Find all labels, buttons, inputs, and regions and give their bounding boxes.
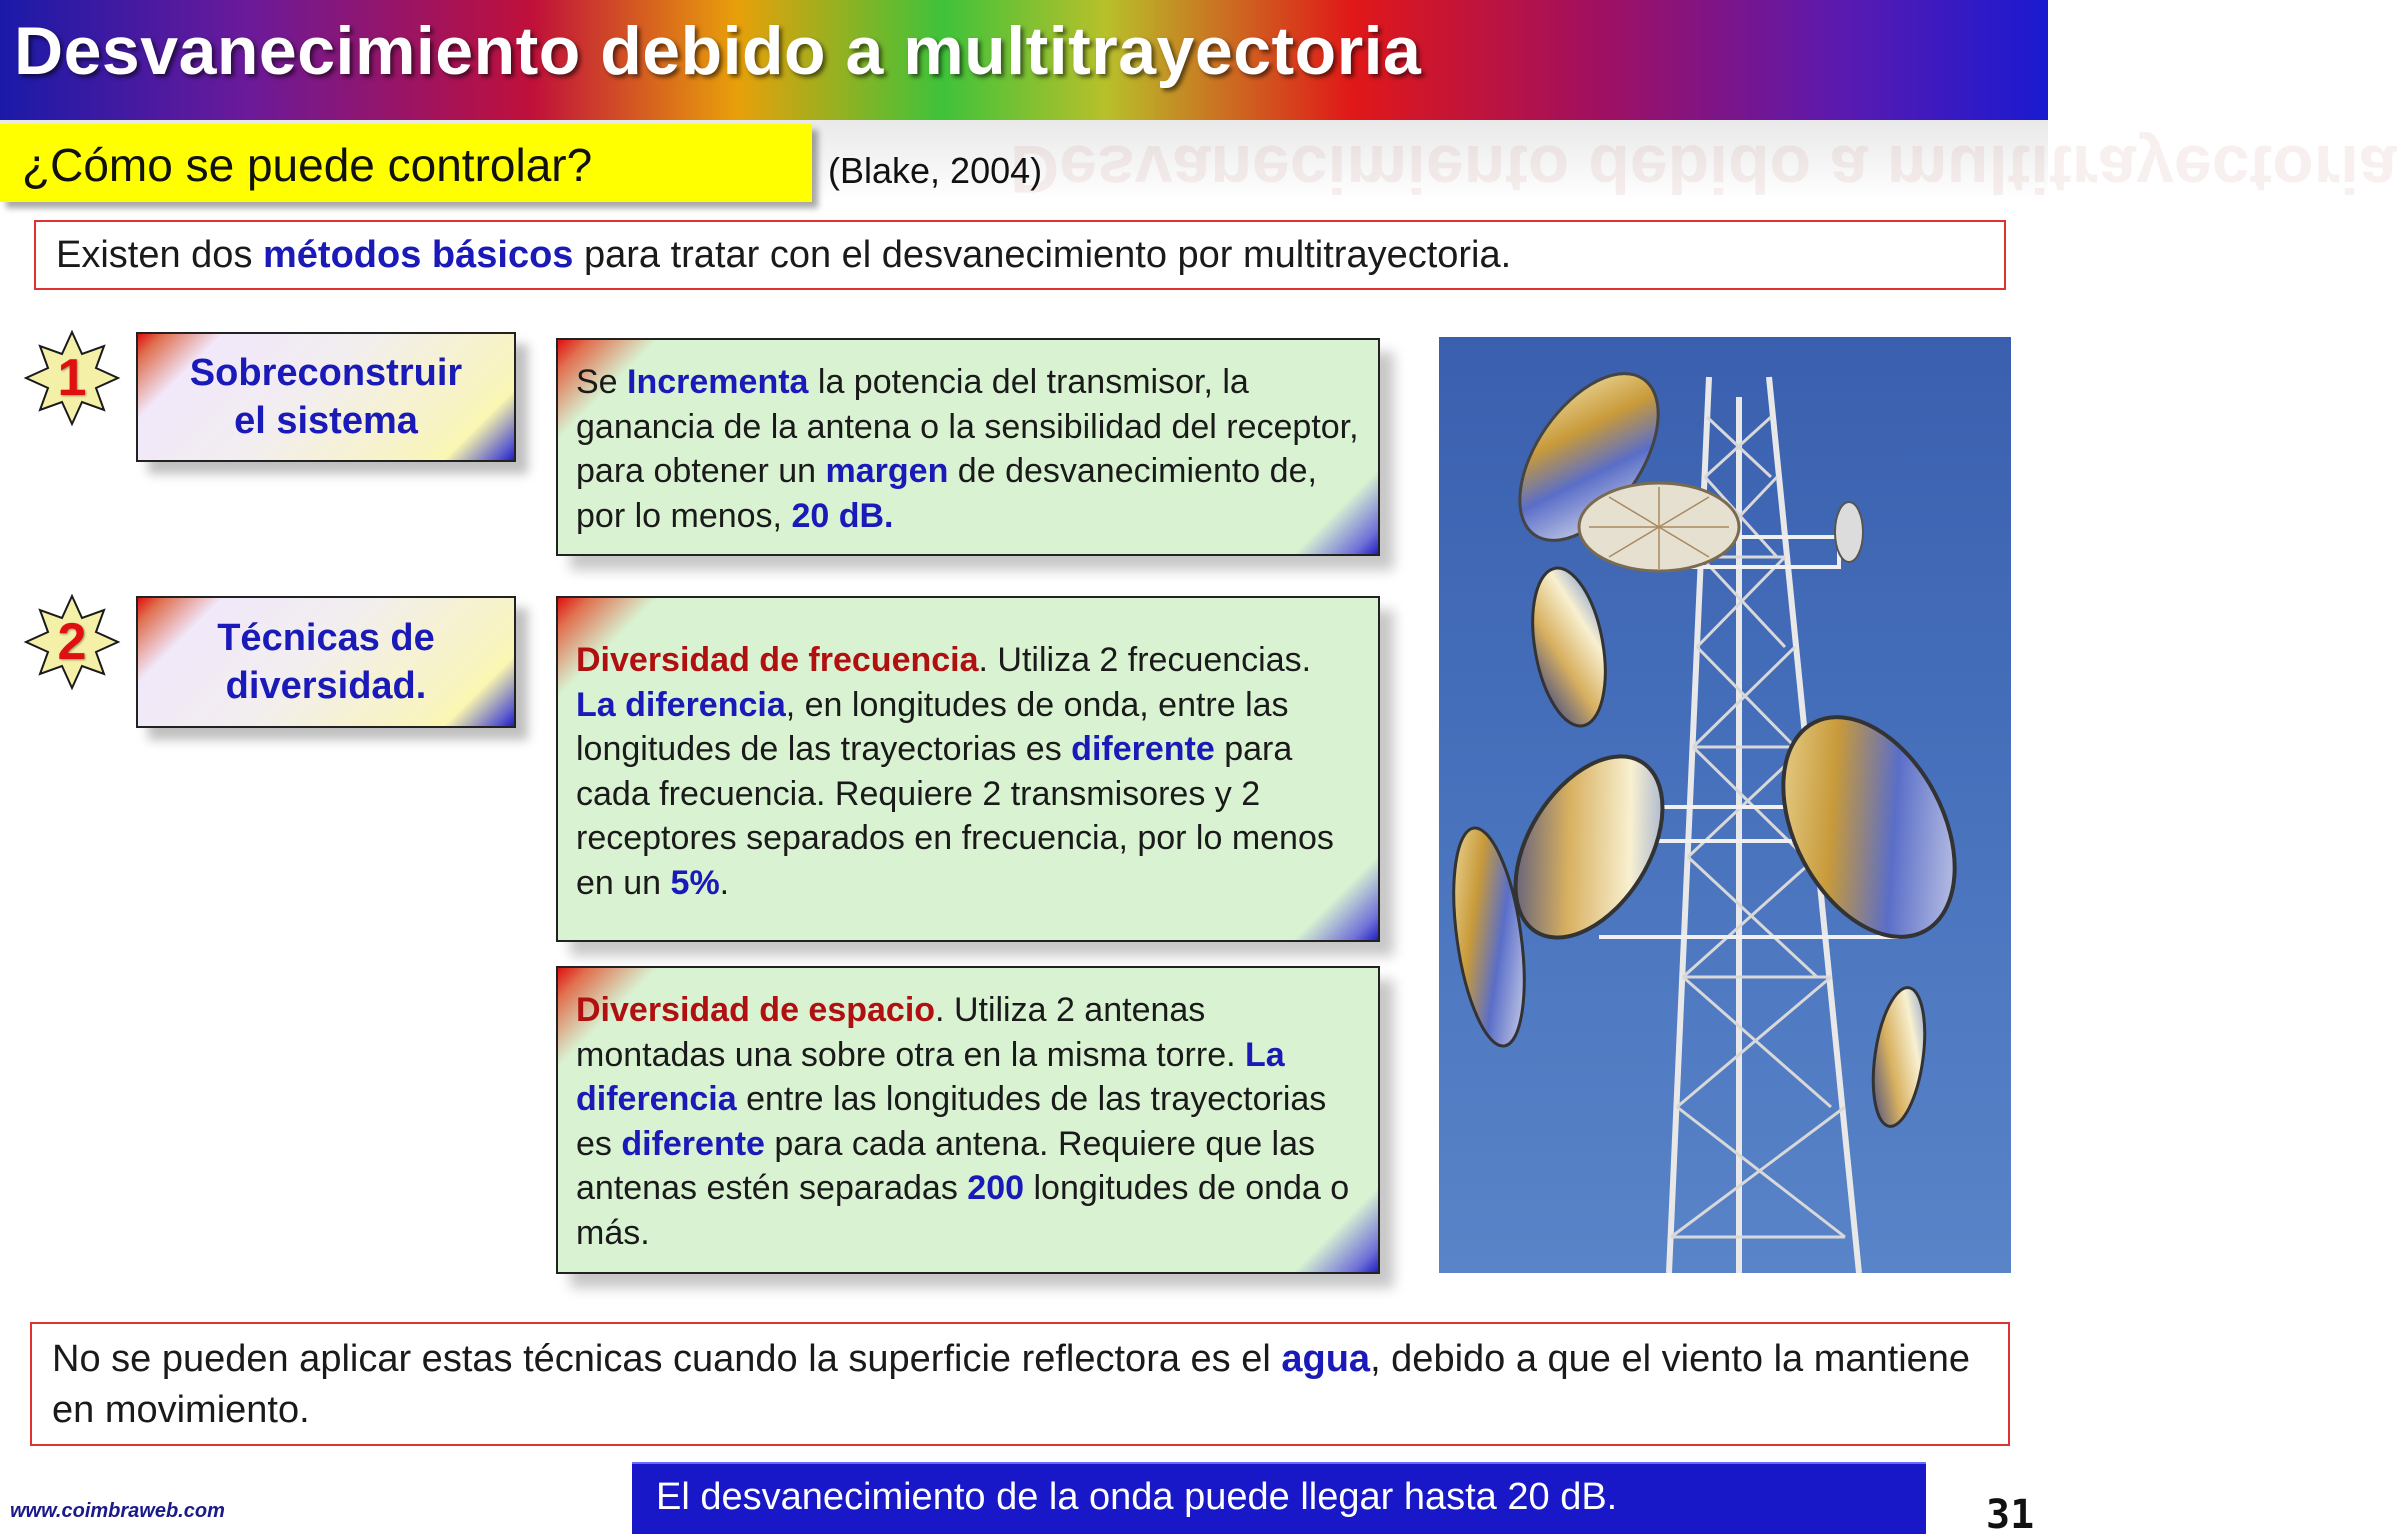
emphasis-segment: 20 dB. — [791, 496, 894, 535]
emphasis-segment: Incrementa — [627, 363, 809, 401]
text-segment: , en longitudes de onda, entre las longitudes de las trayectorias es — [576, 685, 1289, 768]
method-label-line2: el sistema — [234, 400, 418, 442]
emphasis-segment: diferente — [621, 1124, 765, 1163]
text-segment: para cada frecuencia. Requiere 2 transmisores y 2 receptores separados en frecuencia, por lo menos en un — [576, 730, 1334, 902]
method-label-2 — [207, 614, 445, 710]
desc-box-3 — [556, 966, 1380, 1274]
method-label-line1: Técnicas de — [217, 617, 435, 659]
heading-segment: Diversidad de frecuencia — [576, 641, 979, 679]
method-box-2 — [136, 596, 516, 728]
tower-illustration — [1439, 337, 2011, 1273]
page-number: 31 — [1986, 1492, 2035, 1538]
text-segment: No se pueden aplicar estas técnicas cuando la superficie reflectora es el — [52, 1338, 1282, 1380]
text-segment: . Utiliza 2 frecuencias. — [978, 641, 1312, 679]
page-title: Desvanecimiento debido a multitrayectoria — [14, 13, 1422, 89]
citation: (Blake, 2004) — [828, 150, 1043, 191]
emphasis-segment: diferente — [1071, 730, 1215, 768]
text-segment: entre las longitudes de las trayectorias es — [576, 1080, 1327, 1163]
text-segment: de desvanecimiento de, por lo menos, — [576, 452, 1317, 535]
desc-text-1 — [576, 360, 1360, 538]
antenna-tower-photo — [1439, 337, 2011, 1273]
method-number: 2 — [57, 613, 87, 671]
footer-banner-text: El desvanecimiento de la onda puede llegar hasta 20 dB. — [656, 1476, 1618, 1518]
note-box — [30, 1322, 2010, 1446]
intro-box — [34, 220, 2006, 290]
text-segment: . Utiliza 2 antenas montadas una sobre otra en la misma torre. — [576, 991, 1245, 1074]
emphasis-segment: margen — [825, 452, 949, 490]
title-bar — [0, 0, 2048, 120]
desc-box-1 — [556, 338, 1380, 556]
text-segment: . — [719, 863, 730, 902]
method-box-1 — [136, 332, 516, 462]
text-segment: Se — [576, 363, 628, 401]
emphasis-segment: La diferencia — [576, 685, 786, 724]
emphasis-segment: 200 — [967, 1169, 1025, 1207]
note-text — [52, 1334, 1988, 1436]
footer-url[interactable]: www.coimbraweb.com — [10, 1500, 225, 1522]
intro-emphasis: métodos básicos — [263, 234, 574, 276]
title-reflection: Desvanecimiento debido a multitrayectoria — [1010, 131, 2397, 207]
desc-box-2 — [556, 596, 1380, 942]
question-box — [0, 124, 812, 202]
emphasis-segment: 5% — [670, 863, 720, 902]
method-label-line2: diversidad. — [225, 665, 427, 707]
desc-text-2 — [576, 638, 1360, 905]
intro-before: Existen dos — [56, 234, 263, 276]
intro-text — [56, 234, 1511, 277]
method-label-1 — [180, 349, 472, 445]
text-segment: , debido a que el viento la mantiene en movimiento. — [52, 1338, 1971, 1431]
star-icon-2 — [22, 592, 122, 692]
emphasis-segment: La diferencia — [576, 1035, 1285, 1118]
footer-banner — [632, 1462, 1926, 1534]
text-segment: para cada antena. Requiere que las antenas estén separadas — [576, 1124, 1316, 1207]
star-icon-1 — [22, 328, 122, 428]
emphasis-segment: agua — [1281, 1338, 1371, 1380]
heading-segment: Diversidad de espacio — [576, 991, 936, 1029]
text-segment: longitudes de onda o más. — [576, 1169, 1350, 1252]
method-number: 1 — [57, 349, 87, 407]
question-text: ¿Cómo se puede controlar? — [22, 139, 593, 191]
method-label-line1: Sobreconstruir — [189, 352, 463, 394]
intro-after: para tratar con el desvanecimiento por multitrayectoria. — [573, 234, 1512, 276]
text-segment: la potencia del transmisor, la ganancia de la antena o la sensibilidad del receptor, para obtener un — [576, 363, 1359, 490]
desc-text-3 — [576, 988, 1360, 1255]
